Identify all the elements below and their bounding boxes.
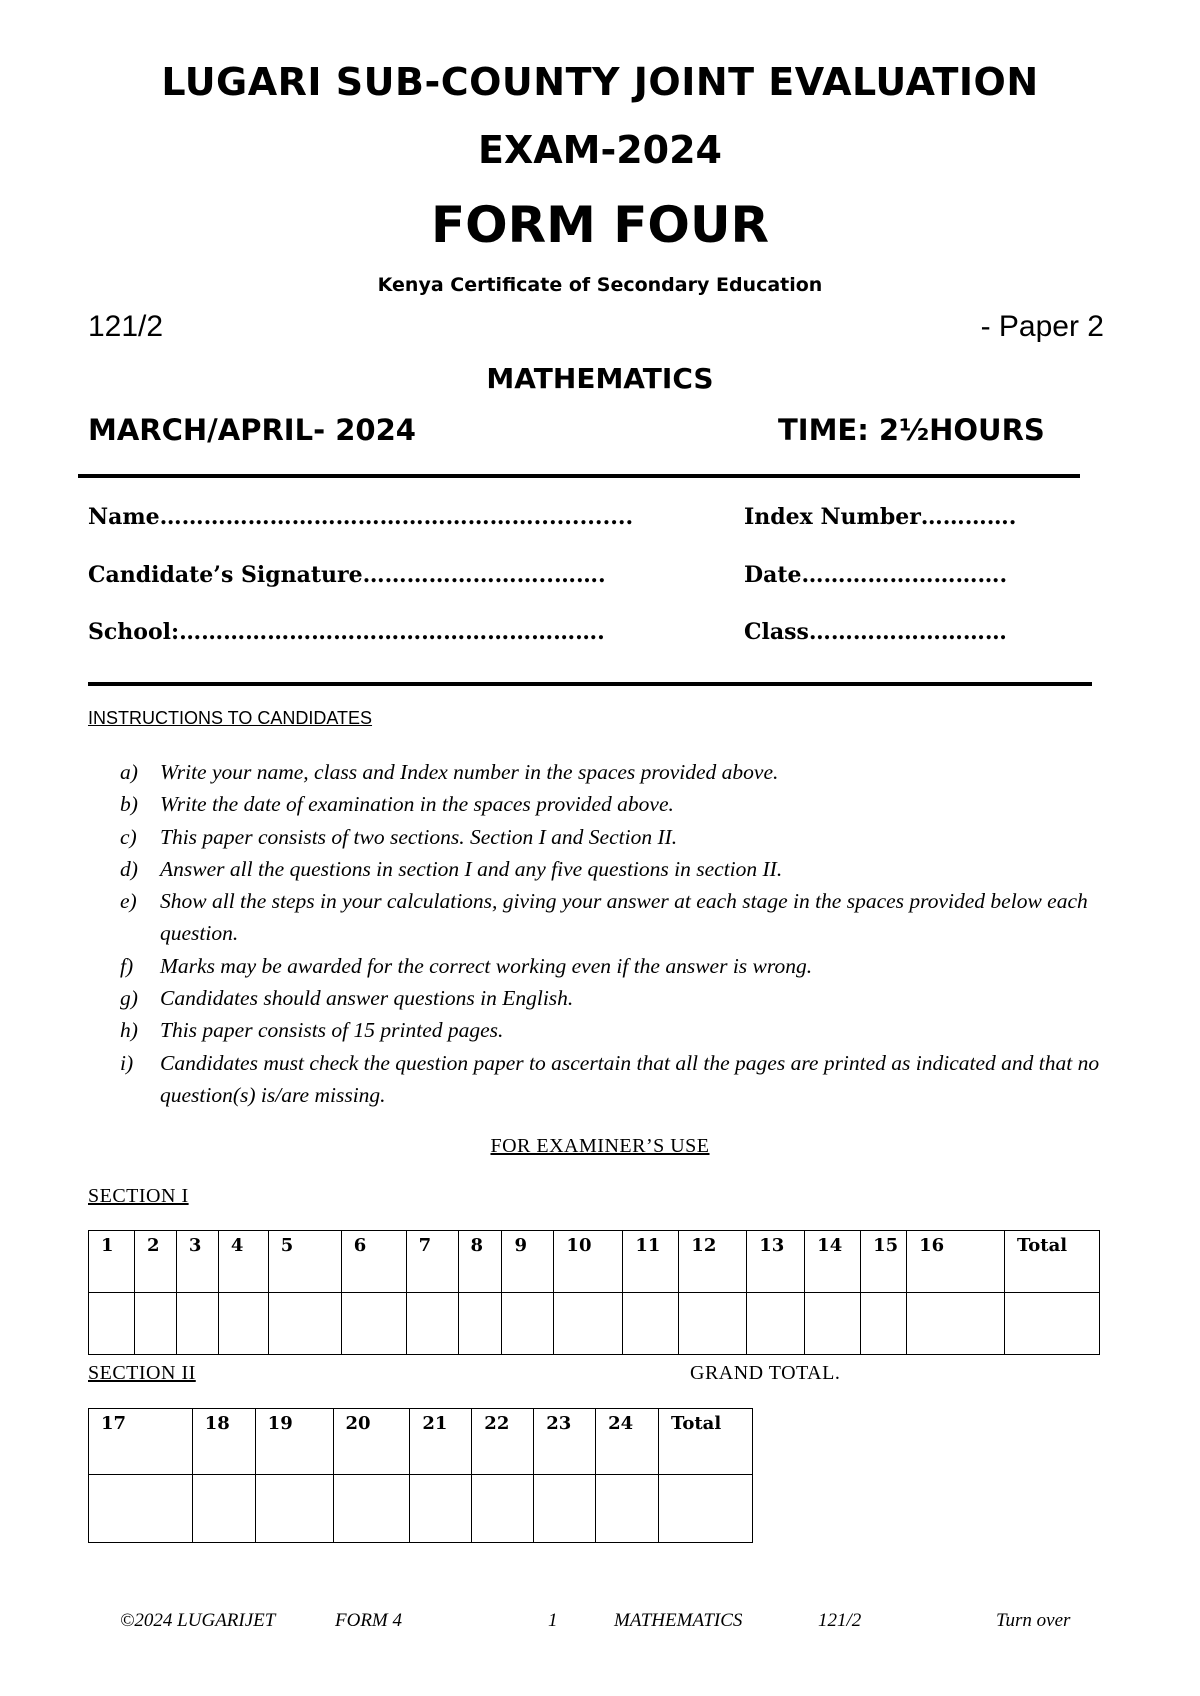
signature-field[interactable]: Candidate’s Signature……………………..……. bbox=[88, 562, 606, 588]
question-header: 10 bbox=[554, 1231, 623, 1293]
question-header: 13 bbox=[747, 1231, 805, 1293]
section-2-label: SECTION II bbox=[88, 1362, 196, 1384]
score-cell[interactable] bbox=[268, 1293, 341, 1355]
question-header: 12 bbox=[679, 1231, 747, 1293]
paper-number: - Paper 2 bbox=[980, 310, 1104, 343]
section-1-score-table bbox=[88, 1230, 1100, 1355]
question-header: 2 bbox=[134, 1231, 176, 1293]
score-cell[interactable] bbox=[255, 1475, 333, 1543]
footer-code: 121/2 bbox=[818, 1610, 862, 1631]
footer-subject: MATHEMATICS bbox=[614, 1610, 743, 1631]
score-cell[interactable] bbox=[176, 1293, 218, 1355]
certificate-title: Kenya Certificate of Secondary Education bbox=[377, 274, 823, 296]
score-cell[interactable] bbox=[805, 1293, 861, 1355]
examiners-use-title: FOR EXAMINER’S USE bbox=[490, 1135, 710, 1157]
score-cell[interactable] bbox=[134, 1293, 176, 1355]
exam-time: TIME: 2½HOURS bbox=[778, 413, 1045, 447]
question-header: 22 bbox=[472, 1409, 534, 1475]
question-header: 11 bbox=[623, 1231, 679, 1293]
score-cell[interactable] bbox=[747, 1293, 805, 1355]
paper-code: 121/2 bbox=[88, 310, 164, 343]
section-1-score-row bbox=[89, 1293, 1100, 1355]
question-header: 23 bbox=[534, 1409, 596, 1475]
instruction-item: b) Write the date of examination in the spaces provided above. bbox=[120, 792, 674, 817]
question-header: 17 bbox=[89, 1409, 193, 1475]
footer-form: FORM 4 bbox=[335, 1610, 403, 1631]
score-cell[interactable] bbox=[410, 1475, 472, 1543]
instruction-item: e) Show all the steps in your calculations, giving your answer at each stage in the spaces provided below each question. bbox=[120, 889, 1088, 946]
question-header: 6 bbox=[341, 1231, 406, 1293]
question-header: 18 bbox=[192, 1409, 255, 1475]
instruction-item: d) Answer all the questions in section I and any five questions in section II. bbox=[120, 856, 783, 881]
score-cell[interactable] bbox=[596, 1475, 659, 1543]
instructions-list bbox=[120, 756, 1120, 1111]
score-cell[interactable] bbox=[341, 1293, 406, 1355]
score-cell[interactable] bbox=[534, 1475, 596, 1543]
question-header: 8 bbox=[458, 1231, 502, 1293]
question-header: 7 bbox=[406, 1231, 458, 1293]
question-header: 16 bbox=[907, 1231, 1005, 1293]
question-header: 1 bbox=[89, 1231, 135, 1293]
section-2-score-table bbox=[88, 1408, 753, 1543]
question-header: 21 bbox=[410, 1409, 472, 1475]
footer-turn-over: Turn over bbox=[996, 1610, 1071, 1631]
instruction-item: g) Candidates should answer questions in English. bbox=[120, 986, 574, 1011]
footer-page-number: 1 bbox=[548, 1610, 558, 1631]
total-cell[interactable] bbox=[659, 1475, 753, 1543]
top-divider bbox=[78, 474, 1080, 478]
section-2-score-row bbox=[89, 1475, 753, 1543]
instruction-item: i) Candidates must check the question paper to ascertain that all the pages are printed as indicated and that no question(s) is/are missing. bbox=[120, 1050, 1100, 1107]
score-cell[interactable] bbox=[406, 1293, 458, 1355]
school-field[interactable]: School:…………………………………………………. bbox=[88, 619, 605, 645]
score-cell[interactable] bbox=[89, 1293, 135, 1355]
section-2-header-row bbox=[89, 1409, 753, 1475]
score-cell[interactable] bbox=[907, 1293, 1005, 1355]
score-cell[interactable] bbox=[458, 1293, 502, 1355]
question-header: 20 bbox=[333, 1409, 410, 1475]
instruction-item: h) This paper consists of 15 printed pages. bbox=[120, 1018, 504, 1043]
date-field[interactable]: Date………………………. bbox=[744, 562, 1008, 588]
grand-total-label: GRAND TOTAL. bbox=[690, 1362, 841, 1384]
instruction-item: c) This paper consists of two sections. Section I and Section II. bbox=[120, 824, 678, 849]
exam-session: MARCH/APRIL- 2024 bbox=[88, 413, 416, 447]
index-number-field[interactable]: Index Number…………. bbox=[744, 504, 1017, 530]
fields-divider bbox=[88, 682, 1092, 686]
total-cell[interactable] bbox=[1004, 1293, 1099, 1355]
question-header: 9 bbox=[502, 1231, 554, 1293]
score-cell[interactable] bbox=[218, 1293, 268, 1355]
score-cell[interactable] bbox=[623, 1293, 679, 1355]
score-cell[interactable] bbox=[192, 1475, 255, 1543]
score-cell[interactable] bbox=[502, 1293, 554, 1355]
score-cell[interactable] bbox=[554, 1293, 623, 1355]
form-title: FORM FOUR bbox=[430, 196, 770, 254]
total-header: Total bbox=[659, 1409, 753, 1475]
score-cell[interactable] bbox=[679, 1293, 747, 1355]
subject-title: MATHEMATICS bbox=[486, 362, 714, 395]
score-cell[interactable] bbox=[89, 1475, 193, 1543]
question-header: 14 bbox=[805, 1231, 861, 1293]
class-field[interactable]: Class……………………… bbox=[744, 619, 1007, 645]
exam-title: LUGARI SUB-COUNTY JOINT EVALUATION bbox=[161, 60, 1039, 104]
score-cell[interactable] bbox=[861, 1293, 907, 1355]
question-header: 5 bbox=[268, 1231, 341, 1293]
exam-year: EXAM-2024 bbox=[477, 128, 722, 172]
section-1-header-row bbox=[89, 1231, 1100, 1293]
name-field[interactable]: Name……………………………………………............. bbox=[88, 504, 634, 530]
instruction-item: f) Marks may be awarded for the correct working even if the answer is wrong. bbox=[120, 953, 813, 978]
question-header: 15 bbox=[861, 1231, 907, 1293]
question-header: 3 bbox=[176, 1231, 218, 1293]
section-1-label: SECTION I bbox=[88, 1185, 189, 1207]
footer-copyright: ©2024 LUGARIJET bbox=[120, 1610, 276, 1631]
instruction-item: a) Write your name, class and Index number in the spaces provided above. bbox=[120, 760, 779, 784]
question-header: 19 bbox=[255, 1409, 333, 1475]
instructions-title: INSTRUCTIONS TO CANDIDATES bbox=[88, 708, 373, 728]
total-header: Total bbox=[1004, 1231, 1099, 1293]
score-cell[interactable] bbox=[472, 1475, 534, 1543]
question-header: 4 bbox=[218, 1231, 268, 1293]
score-cell[interactable] bbox=[333, 1475, 410, 1543]
question-header: 24 bbox=[596, 1409, 659, 1475]
